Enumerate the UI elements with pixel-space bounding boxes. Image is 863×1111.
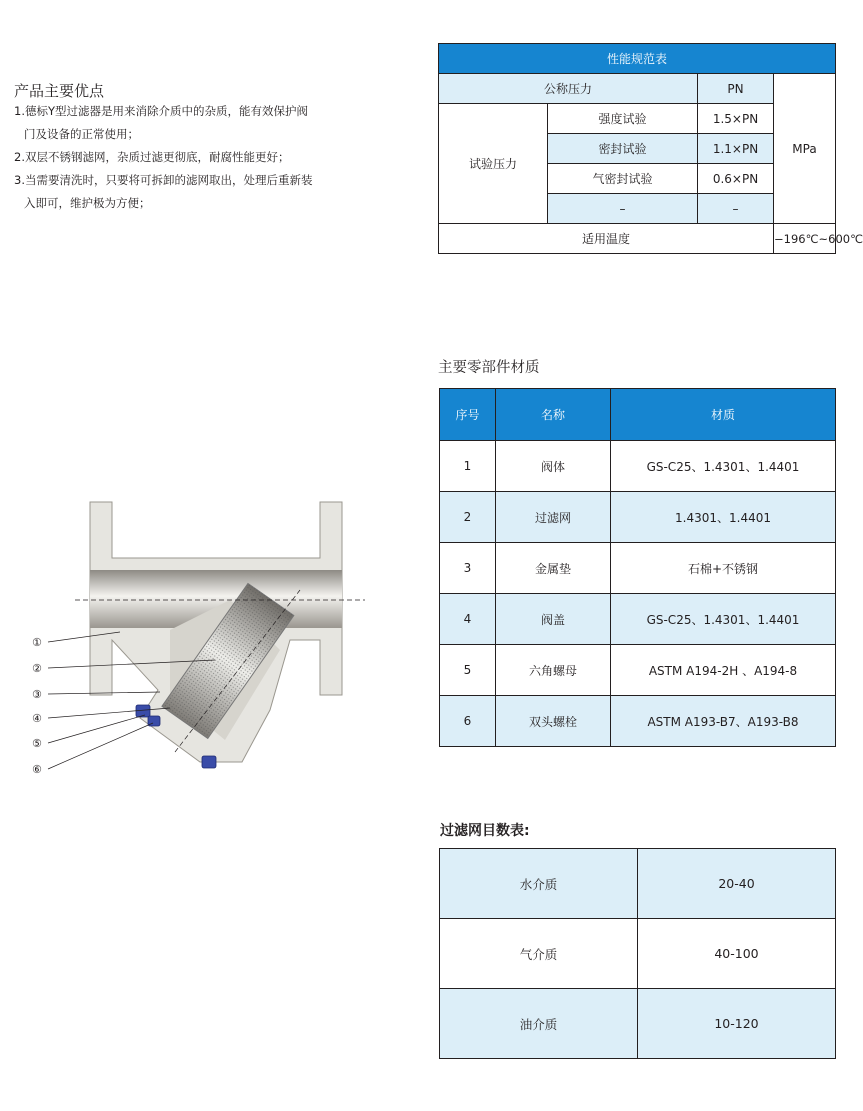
material-name: 金属垫 — [496, 543, 611, 594]
material-value: ASTM A194-2H 、A194-8 — [611, 645, 836, 696]
nominal-pressure-label: 公称压力 — [439, 74, 698, 104]
mesh-medium: 油介质 — [440, 989, 638, 1059]
mesh-value: 20-40 — [638, 849, 836, 919]
nominal-pressure-value: PN — [698, 74, 774, 104]
advantage-line-2: 门及设备的正常使用； — [24, 127, 139, 141]
test-value: 1.1×PN — [698, 134, 774, 164]
test-value: 1.5×PN — [698, 104, 774, 134]
callout-1: ① — [32, 636, 42, 649]
test-value: 0.6×PN — [698, 164, 774, 194]
material-value: 1.4301、1.4401 — [611, 492, 836, 543]
material-value: 石棉+不锈钢 — [611, 543, 836, 594]
temperature-label: 适用温度 — [439, 224, 774, 254]
performance-table — [438, 43, 863, 254]
materials-header-no: 序号 — [440, 389, 496, 441]
material-value: ASTM A193-B7、A193-B8 — [611, 696, 836, 747]
hex-nut — [136, 705, 150, 717]
advantage-line-1: 1.德标Y型过滤器是用来消除介质中的杂质，能有效保护阀 — [14, 104, 308, 118]
material-name: 六角螺母 — [496, 645, 611, 696]
material-name: 阀体 — [496, 441, 611, 492]
pressure-unit: MPa — [774, 74, 836, 224]
test-pressure-label: 试验压力 — [439, 104, 548, 224]
performance-header: 性能规范表 — [439, 44, 836, 74]
mesh-medium: 气介质 — [440, 919, 638, 989]
material-no: 2 — [440, 492, 496, 543]
material-name: 过滤网 — [496, 492, 611, 543]
mesh-title: 过滤网目数表: — [440, 823, 530, 839]
callout-6: ⑥ — [32, 763, 42, 776]
material-no: 6 — [440, 696, 496, 747]
material-no: 5 — [440, 645, 496, 696]
advantage-line-3: 2.双层不锈钢滤网，杂质过滤更彻底，耐腐性能更好； — [14, 150, 290, 164]
materials-header-material: 材质 — [611, 389, 836, 441]
test-value: – — [698, 194, 774, 224]
mesh-medium: 水介质 — [440, 849, 638, 919]
test-name: 强度试验 — [548, 104, 698, 134]
mesh-value: 10-120 — [638, 989, 836, 1059]
materials-table — [439, 388, 836, 747]
callout-3: ③ — [32, 688, 42, 701]
advantage-line-4: 3.当需要清洗时，只要将可拆卸的滤网取出，处理后重新装 — [14, 173, 313, 187]
materials-title: 主要零部件材质 — [438, 360, 540, 376]
material-name: 阀盖 — [496, 594, 611, 645]
material-no: 3 — [440, 543, 496, 594]
material-no: 4 — [440, 594, 496, 645]
y-strainer-diagram — [20, 490, 380, 790]
advantages-title: 产品主要优点 — [14, 82, 105, 100]
materials-header-name: 名称 — [496, 389, 611, 441]
material-name: 双头螺栓 — [496, 696, 611, 747]
callout-4: ④ — [32, 712, 42, 725]
material-value: GS-C25、1.4301、1.4401 — [611, 441, 836, 492]
callout-5: ⑤ — [32, 737, 42, 750]
temperature-value: −196℃~600℃ — [774, 224, 836, 254]
callout-2: ② — [32, 662, 42, 675]
mesh-value: 40-100 — [638, 919, 836, 989]
material-no: 1 — [440, 441, 496, 492]
test-name: 密封试验 — [548, 134, 698, 164]
mesh-table — [439, 848, 836, 1059]
material-value: GS-C25、1.4301、1.4401 — [611, 594, 836, 645]
advantage-line-5: 入即可，维护极为方便； — [24, 196, 151, 210]
hex-nut — [202, 756, 216, 768]
test-name: 气密封试验 — [548, 164, 698, 194]
test-name: – — [548, 194, 698, 224]
